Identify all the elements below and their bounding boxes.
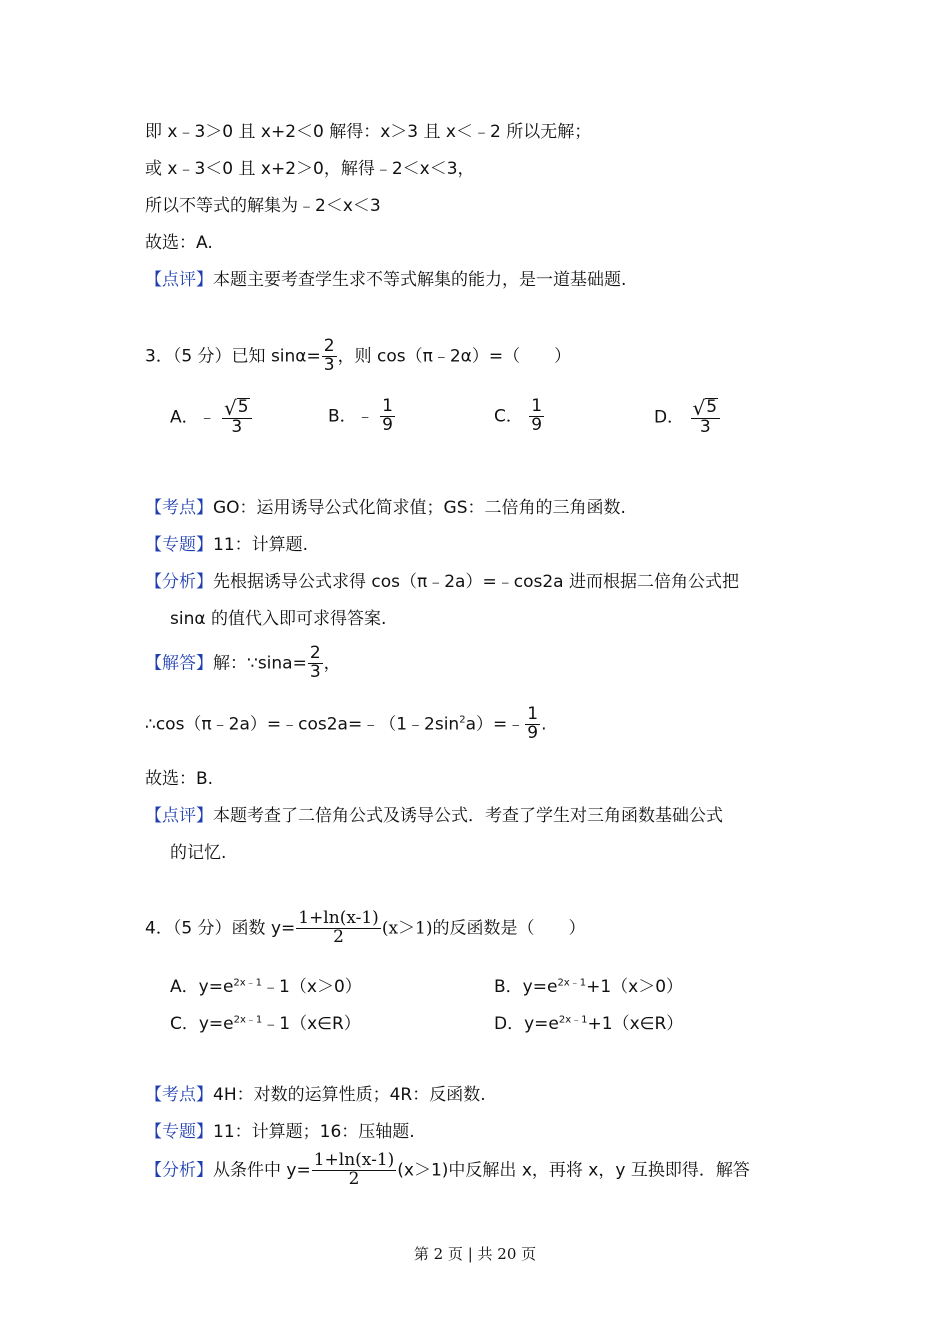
q4-option-a: A．$y=e^{2x﹣1}﹣1(x>0)$ xyxy=(170,977,362,997)
q4-option-b: B．$y=e^{2x﹣1}+1(x>0)$ xyxy=(494,977,684,997)
q3-option-b: B．﹣ $\frac{1}{9}$ xyxy=(328,396,393,435)
comment-line xyxy=(145,265,626,290)
comment-text: 本题主要考查学生求不等式解集的能力，是一道基础题. xyxy=(213,270,627,290)
text-line: 故选：A. xyxy=(145,233,213,253)
q4-option-d: D．$y=e^{2x﹣1}+1(x\in R)$ xyxy=(494,1014,684,1034)
q3-option-d: D． √ 5 3 xyxy=(654,398,721,437)
q3-choose: 故选：B. xyxy=(145,769,214,789)
fraction: $\frac{2}{3}$ xyxy=(323,336,335,375)
question-3-stem xyxy=(145,338,571,375)
q4-kaodian: 【考点】4H：对数的运算性质；4R：反函数. xyxy=(145,1085,486,1105)
q3-fenxi: 【分析】先根据诱导公式求得 cos（π﹣2a）=﹣cos2a 进而根据二倍角公式把 xyxy=(145,572,739,592)
q4-zhuanti: 【专题】11：计算题；16：压轴题. xyxy=(145,1122,415,1142)
q4-fenxi: 【分析】从条件中 y= $\frac{1+\ln(x-1)}{2}$ (x＞1)中反解出 x，再将 x，y 互换即得．解答 xyxy=(145,1150,750,1189)
text-line: 所以不等式的解集为﹣2＜x＜3 xyxy=(145,196,381,216)
q3-zhuanti: 【专题】11：计算题. xyxy=(145,535,309,555)
comment-tag: 【点评】 xyxy=(145,270,213,290)
q3-jieda: 【解答】解：∵sina= $\frac{2}{3}$ ， xyxy=(145,643,341,682)
q3-kaodian: 【考点】GO：运用诱导公式化简求值；GS：二倍角的三角函数. xyxy=(145,498,626,518)
q3-fenxi-cont: sinα 的值代入即可求得答案. xyxy=(170,609,387,629)
q3-jieda-step: $\therefore\cos(\pi﹣2a)=﹣\cos 2a=﹣(1﹣2\sin^2a)=﹣$ $\frac{1}{9}$ . xyxy=(145,704,547,743)
question-4-stem: 4．（5 分）函数 y= $\frac{1+\ln(x-1)}{2}$ (x＞1)的反函数是（ ） xyxy=(145,908,586,947)
q4-option-c: C．$y=e^{2x﹣1}﹣1(x\in R)$ xyxy=(170,1014,361,1034)
text-line: 或 x﹣3＜0 且 x+2＞0，解得﹣2＜x＜3， xyxy=(145,159,475,179)
q3-dianping-cont: 的记忆. xyxy=(170,843,227,863)
q3-head: 3．（5 分）已知 sinα= xyxy=(145,346,321,367)
q3-option-a: A．﹣ √ 5 3 xyxy=(170,398,253,437)
q3-dianping: 【点评】本题考查了二倍角公式及诱导公式．考查了学生对三角函数基础公式 xyxy=(145,806,723,826)
q3-option-c: C． $\frac{1}{9}$ xyxy=(494,396,543,435)
text-line: 即 x﹣3＞0 且 x+2＜0 解得：x＞3 且 x＜﹣2 所以无解； xyxy=(145,122,592,142)
q3-tail: ，则 cos（π﹣2α）=（ ） xyxy=(337,346,572,367)
page-footer: 第 2 页 | 共 20 页 xyxy=(413,1245,537,1263)
